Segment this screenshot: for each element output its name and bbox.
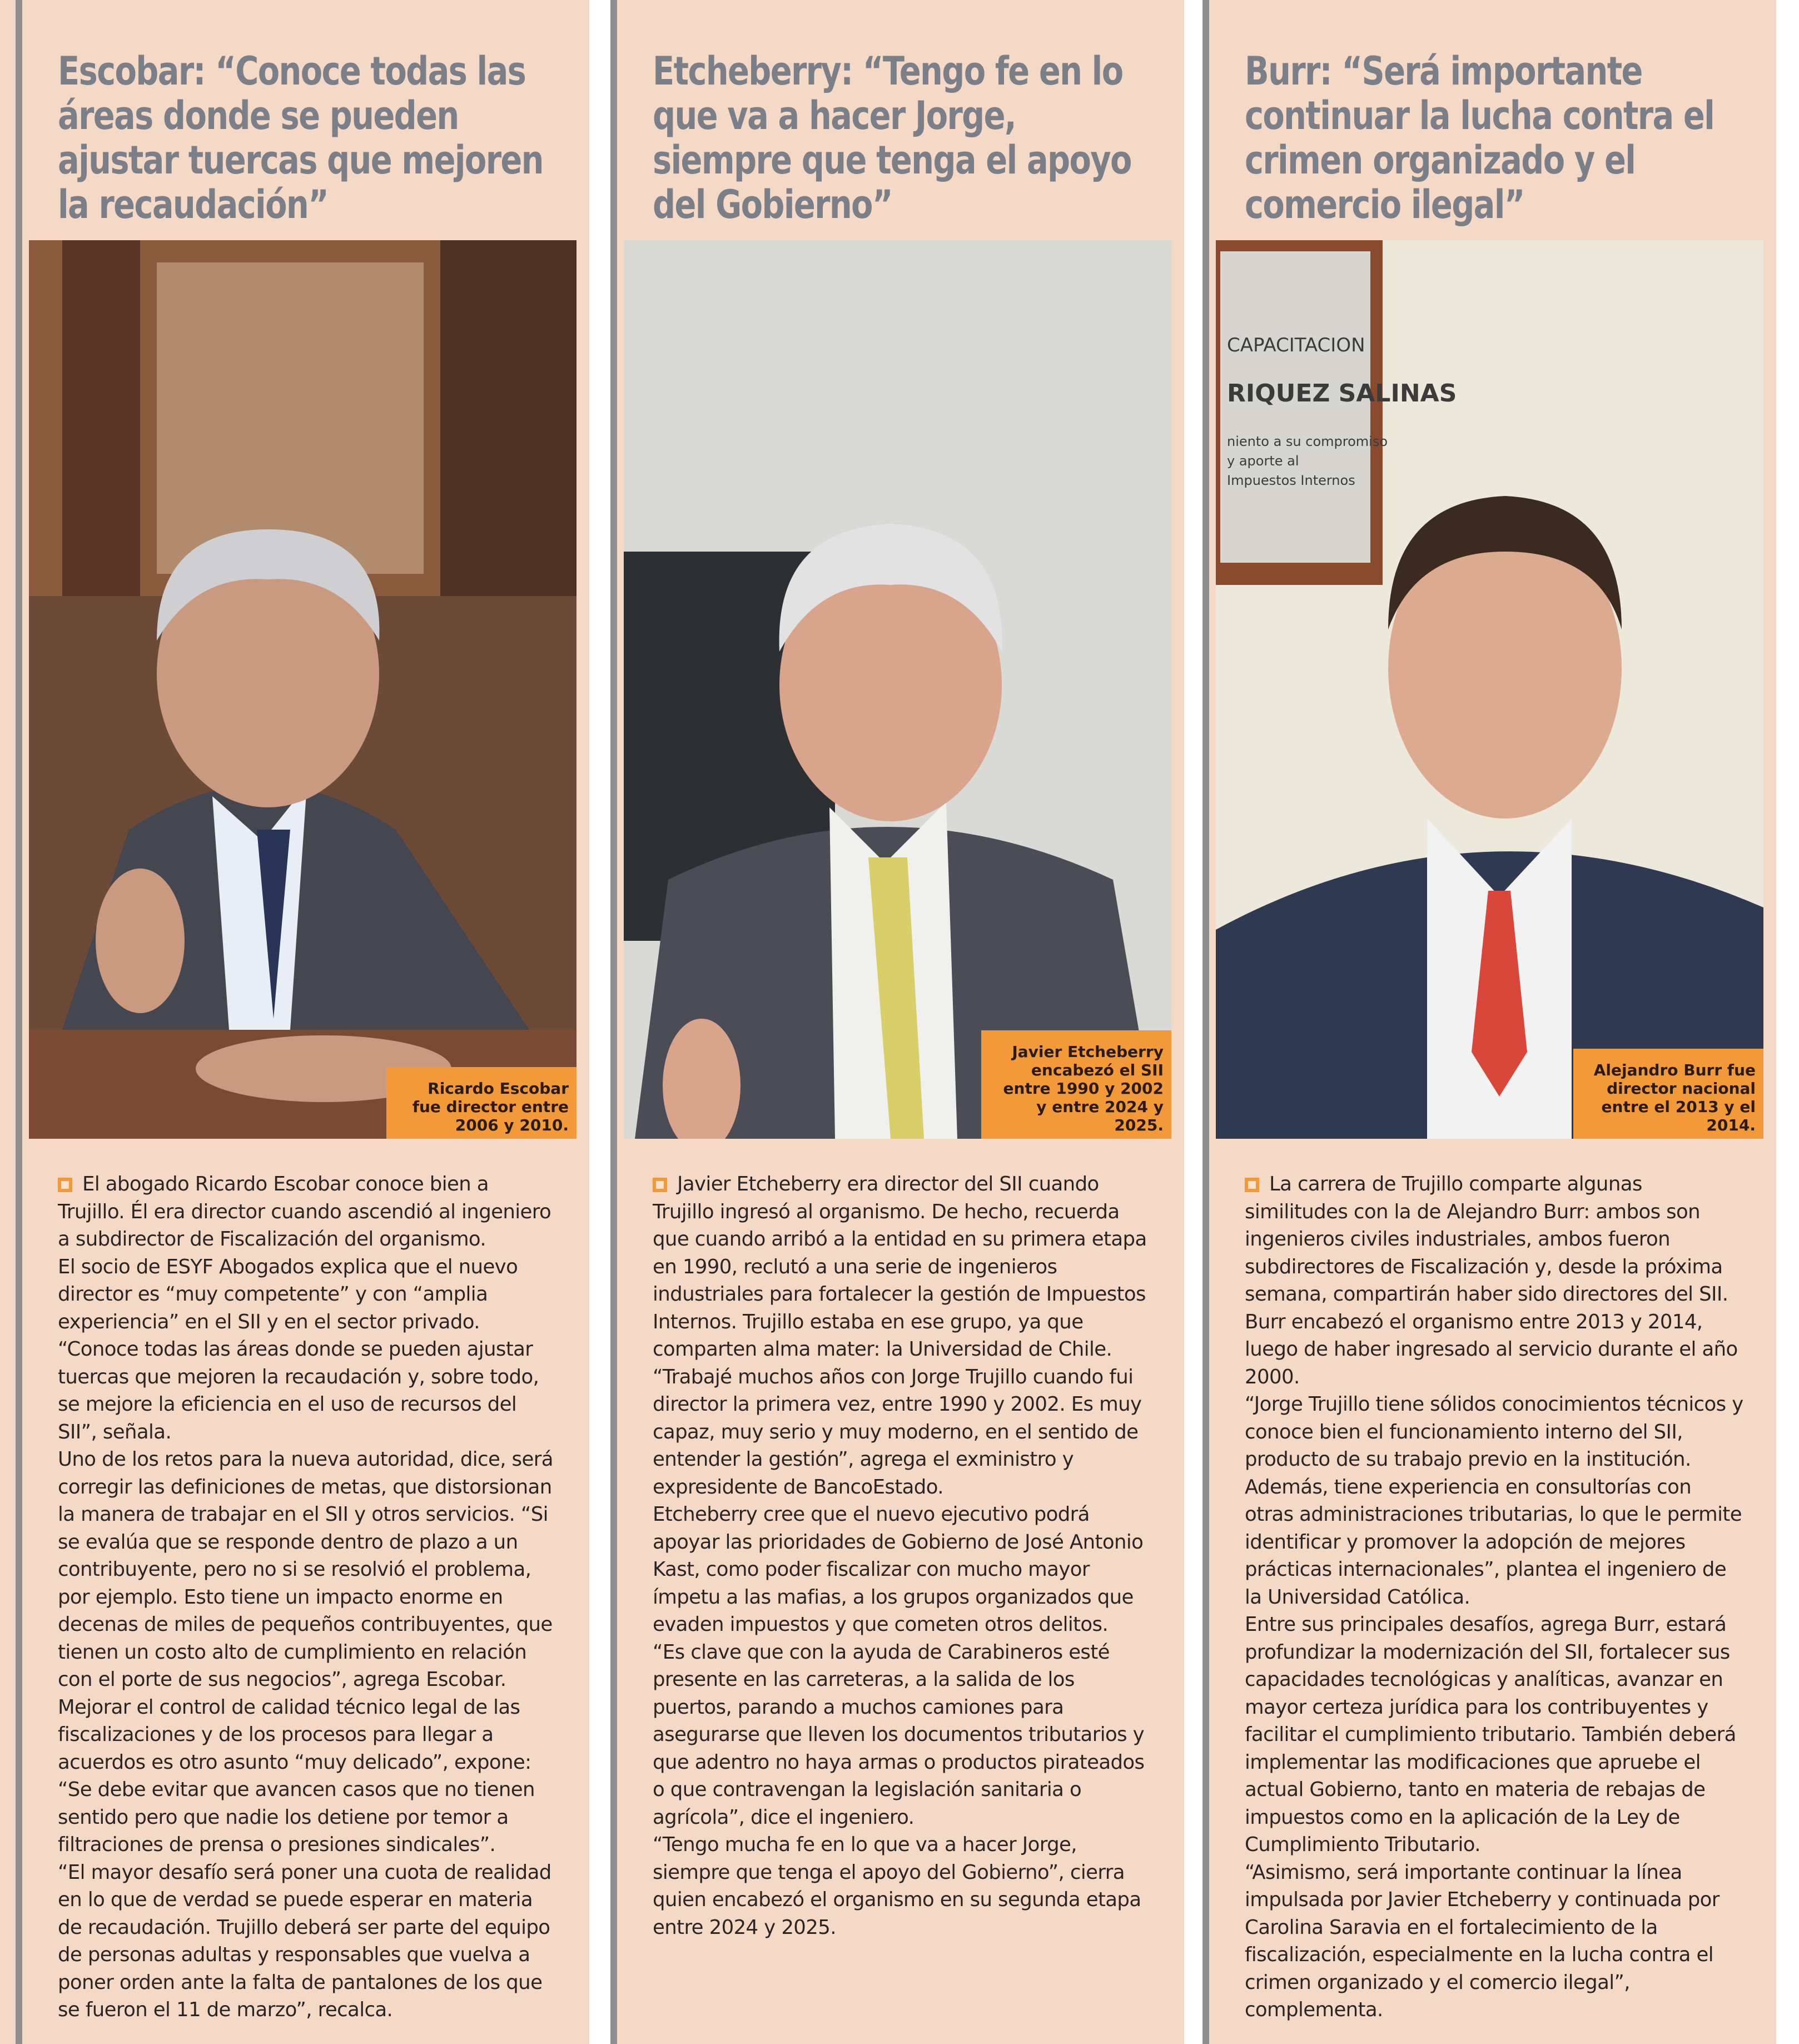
plaque-line: RIQUEZ SALINAS <box>1227 379 1457 408</box>
article-body <box>653 1170 1153 1941</box>
portrait-photo <box>29 240 577 1139</box>
paragraph: El abogado Ricardo Escobar conoce bien a Trujillo. Él era director cuando ascendió al ingeniero a subdirector de Fiscalización del organismo. <box>58 1173 551 1251</box>
portrait-photo <box>624 240 1171 1139</box>
bullet-icon <box>58 1178 72 1192</box>
paragraph: “Tengo mucha fe en lo que va a hacer Jorge, siempre que tenga el apoyo del Gobierno”, cierra quien encabezó el organismo en su segunda etapa entre 2024 y 2025. <box>653 1833 1141 1939</box>
photo-caption: Ricardo Escobar fue director entre 2006 y 2010. <box>386 1067 577 1139</box>
paragraph: La carrera de Trujillo comparte algunas similitudes con la de Alejandro Burr: ambos son ingenieros civiles industriales, ambos fueron subdirectores de Fiscalización y, desde la próxima semana, compartirán haber sido directores del SII. <box>1245 1173 1728 1306</box>
article-column-burr <box>1209 0 1776 2044</box>
plaque-line: niento a su compromiso <box>1227 434 1388 449</box>
paragraph: Mejorar el control de calidad técnico legal de las fiscalizaciones y de los procesos para llegar a acuerdos es otro asunto “muy delicado”, expone: “Se debe evitar que avancen casos que no tienen sentido pero que nadie los detiene por temor a filtraciones de prensa o presiones sindicales”. <box>58 1695 535 1856</box>
headline: Burr: “Será importante continuar la lucha contra el crimen organizado y el comercio ilegal” <box>1245 48 1714 228</box>
headline: Escobar: “Conoce todas las áreas donde se pueden ajustar tuercas que mejoren la recaudación” <box>58 48 543 228</box>
plaque-line: y aporte al <box>1227 453 1299 469</box>
bullet-icon <box>1245 1178 1259 1192</box>
paragraph: Etcheberry cree que el nuevo ejecutivo podrá apoyar las prioridades de Gobierno de José Antonio Kast, como poder fiscalizar con mucho mayor ímpetu a las mafias, a los grupos organizados que evaden impuestos y que cometen otros delitos. <box>653 1503 1144 1636</box>
portrait-photo-burr <box>1216 240 1763 1139</box>
paragraph: El socio de ESYF Abogados explica que el nuevo director es “muy competente” y con “amplia experiencia” en el SII y en el sector privado. “Conoce todas las áreas donde se pueden ajustar tuercas que mejoren la recaudación y, sobre todo, se mejore la eficiencia en el uso de recursos del SII”, señala. <box>58 1255 539 1443</box>
paragraph: “Jorge Trujillo tiene sólidos conocimientos técnicos y conoce bien el funcionamiento interno del SII, producto de su trabajo previo en la institución. Además, tiene experiencia en consultorías con otras administraciones tributarias, lo que le permite identificar y promover la adopción de mejores prácticas internacionales”, plantea el ingeniero de la Universidad Católica. <box>1245 1393 1743 1609</box>
paragraph: “Asimismo, será importante continuar la línea impulsada por Javier Etcheberry y continuada por Carolina Saravia en el fortalecimiento de la fiscalización, especialmente en la lucha contra el crimen organizado y el comercio ilegal”, complementa. <box>1245 1861 1720 2021</box>
column-rule-1 <box>610 0 617 2044</box>
article-body <box>1245 1170 1745 2024</box>
article-body <box>58 1170 558 2024</box>
photo-caption: Javier Etcheberry encabezó el SII entre 1990 y 2002 y entre 2024 y 2025. <box>981 1030 1171 1139</box>
paragraph: “Es clave que con la ayuda de Carabineros esté presente en las carreteras, a la salida de los puertos, parando a muchos camiones para asegurarse que lleven los documentos tributarios y que adentro no haya armas o productos pirateados o que contravengan la legislación sanitaria o agrícola”, dice el ingeniero. <box>653 1640 1145 1829</box>
paragraph: “Trabajé muchos años con Jorge Trujillo cuando fui director la primera vez, entre 1990 y 2002. Es muy capaz, muy serio y muy moderno, en el sentido de entender la gestión”, agrega el exministro y expresidente de BancoEstado. <box>653 1365 1142 1499</box>
portrait-photo-etcheberry <box>624 240 1171 1139</box>
plaque-line: Impuestos Internos <box>1227 473 1355 488</box>
article-column-etcheberry <box>617 0 1184 2044</box>
article-column-escobar <box>22 0 589 2044</box>
left-rule <box>16 0 22 2044</box>
headline: Etcheberry: “Tengo fe en lo que va a hacer Jorge, siempre que tenga el apoyo del Gobierno” <box>653 48 1131 228</box>
photo-caption: Alejandro Burr fue director nacional entre el 2013 y el 2014. <box>1573 1049 1763 1139</box>
portrait-photo <box>1216 240 1763 1139</box>
bullet-icon <box>653 1178 667 1192</box>
paragraph: Javier Etcheberry era director del SII cuando Trujillo ingresó al organismo. De hecho, recuerda que cuando arribó a la entidad en su primera etapa en 1990, reclutó a una serie de ingenieros industriales para fortalecer la gestión de Impuestos Internos. Trujillo estaba en ese grupo, ya que comparten alma mater: la Universidad de Chile. <box>653 1173 1147 1361</box>
column-rule-2 <box>1202 0 1209 2044</box>
paragraph: Burr encabezó el organismo entre 2013 y 2014, luego de haber ingresado al servicio durante el año 2000. <box>1245 1310 1738 1388</box>
paragraph: “El mayor desafío será poner una cuota de realidad en lo que de verdad se puede esperar en materia de recaudación. Trujillo deberá ser parte del equipo de personas adultas y responsables que vuelva a poner orden ante la falta de pantalones de los que se fueron el 11 de marzo”, recalca. <box>58 1861 551 2021</box>
plaque-line: CAPACITACION <box>1227 334 1365 356</box>
paragraph: Entre sus principales desafíos, agrega Burr, estará profundizar la modernización del SII, fortalecer sus capacidades tecnológicas y analíticas, avanzar en mayor certeza jurídica para los contribuyentes y facilitar el cumplimiento tributario. También deberá implementar las modificaciones que apruebe el actual Gobierno, tanto en materia de rebajas de impuestos como en la aplicación de la Ley de Cumplimiento Tributario. <box>1245 1613 1736 1856</box>
portrait-photo-escobar <box>29 240 577 1139</box>
paragraph: Uno de los retos para la nueva autoridad, dice, será corregir las definiciones de metas, que distorsionan la manera de trabajar en el SII y otros servicios. “Si se evalúa que se responde dentro de plazo a un contribuyente, pero no si se resolvió el problema, por ejemplo. Esto tiene un impacto enorme en decenas de miles de pequeños contribuyentes, que tienen un costo alto de cumplimiento en relación con el porte de sus negocios”, agrega Escobar. <box>58 1448 553 1691</box>
